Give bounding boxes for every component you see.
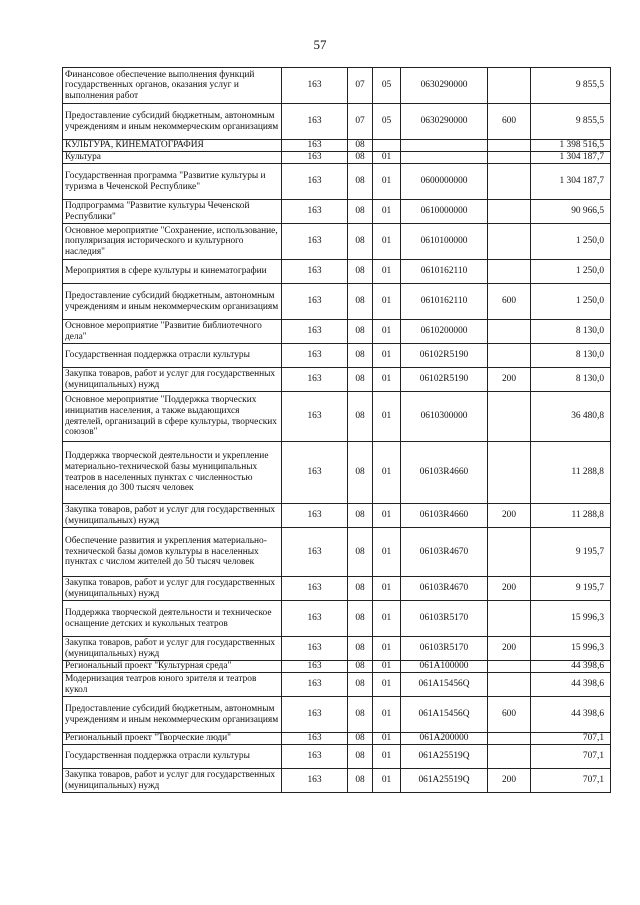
table-row — [63, 344, 611, 368]
row-section: 08 — [348, 697, 373, 733]
row-subsection: 01 — [373, 673, 401, 697]
row-amount: 707,1 — [531, 733, 611, 745]
table-row — [63, 661, 611, 673]
row-target-code: 061A100000 — [401, 661, 488, 673]
table-row — [63, 697, 611, 733]
row-name: Основное мероприятие "Развитие библиотечного дела" — [63, 320, 282, 344]
table-row — [63, 260, 611, 284]
row-admin-code: 163 — [282, 164, 348, 200]
row-subsection: 01 — [373, 152, 401, 164]
row-amount: 15 996,3 — [531, 637, 611, 661]
row-name: Региональный проект "Творческие люди" — [63, 733, 282, 745]
row-target-code: 0610162110 — [401, 284, 488, 320]
table-row — [63, 200, 611, 224]
table-row — [63, 368, 611, 392]
row-amount: 9 855,5 — [531, 68, 611, 104]
row-subsection: 01 — [373, 745, 401, 769]
row-expense-type — [488, 733, 531, 745]
table-row — [63, 224, 611, 260]
row-expense-type — [488, 528, 531, 577]
row-section: 08 — [348, 504, 373, 528]
row-subsection: 01 — [373, 368, 401, 392]
row-expense-type: 200 — [488, 769, 531, 793]
row-amount: 1 304 187,7 — [531, 164, 611, 200]
row-expense-type — [488, 745, 531, 769]
row-target-code: 06103R5170 — [401, 601, 488, 637]
row-name: Предоставление субсидий бюджетным, автономным учреждениям и иным некоммерческим организациям — [63, 697, 282, 733]
row-target-code: 06102R5190 — [401, 344, 488, 368]
row-name: Культура — [63, 152, 282, 164]
row-name: Закупка товаров, работ и услуг для государственных (муниципальных) нужд — [63, 577, 282, 601]
row-subsection: 01 — [373, 284, 401, 320]
row-section: 08 — [348, 661, 373, 673]
row-subsection: 01 — [373, 528, 401, 577]
row-amount: 1 250,0 — [531, 224, 611, 260]
row-amount: 707,1 — [531, 769, 611, 793]
row-section: 08 — [348, 224, 373, 260]
row-expense-type: 600 — [488, 284, 531, 320]
row-target-code: 06102R5190 — [401, 368, 488, 392]
row-target-code — [401, 140, 488, 152]
row-section: 07 — [348, 104, 373, 140]
row-subsection: 01 — [373, 769, 401, 793]
row-section: 08 — [348, 769, 373, 793]
table-row — [63, 164, 611, 200]
row-subsection: 01 — [373, 392, 401, 442]
row-name: Предоставление субсидий бюджетным, автономным учреждениям и иным некоммерческим организациям — [63, 284, 282, 320]
row-target-code: 0600000000 — [401, 164, 488, 200]
row-section: 08 — [348, 164, 373, 200]
row-admin-code: 163 — [282, 504, 348, 528]
row-section: 08 — [348, 368, 373, 392]
row-amount: 44 398,6 — [531, 661, 611, 673]
row-subsection: 01 — [373, 697, 401, 733]
row-admin-code: 163 — [282, 733, 348, 745]
row-name: Основное мероприятие "Поддержка творческих инициатив населения, а также выдающихся деятелей, организаций в сфере культуры, творческих союзов" — [63, 392, 282, 442]
row-expense-type — [488, 164, 531, 200]
row-admin-code: 163 — [282, 140, 348, 152]
row-name: Закупка товаров, работ и услуг для государственных (муниципальных) нужд — [63, 637, 282, 661]
row-expense-type — [488, 152, 531, 164]
table-row — [63, 637, 611, 661]
row-section: 08 — [348, 745, 373, 769]
row-target-code: 06103R5170 — [401, 637, 488, 661]
row-target-code: 061A25519Q — [401, 769, 488, 793]
table-row — [63, 284, 611, 320]
row-section: 08 — [348, 528, 373, 577]
table-row — [63, 769, 611, 793]
budget-table — [62, 67, 611, 793]
page-number: 57 — [313, 37, 327, 52]
row-name: Финансовое обеспечение выполнения функций государственных органов, оказания услуг и выполнения работ — [63, 68, 282, 104]
row-section: 08 — [348, 442, 373, 504]
row-amount: 15 996,3 — [531, 601, 611, 637]
row-section: 08 — [348, 344, 373, 368]
row-expense-type — [488, 320, 531, 344]
row-expense-type — [488, 673, 531, 697]
row-expense-type — [488, 601, 531, 637]
row-admin-code: 163 — [282, 104, 348, 140]
row-target-code: 0610300000 — [401, 392, 488, 442]
row-target-code: 06103R4670 — [401, 577, 488, 601]
row-admin-code: 163 — [282, 661, 348, 673]
row-section: 08 — [348, 284, 373, 320]
row-admin-code: 163 — [282, 528, 348, 577]
row-name: Мероприятия в сфере культуры и кинематографии — [63, 260, 282, 284]
row-amount: 1 250,0 — [531, 260, 611, 284]
table-row — [63, 320, 611, 344]
table-row — [63, 442, 611, 504]
row-amount: 1 304 187,7 — [531, 152, 611, 164]
table-row — [63, 577, 611, 601]
table-row — [63, 733, 611, 745]
row-admin-code: 163 — [282, 392, 348, 442]
row-admin-code: 163 — [282, 637, 348, 661]
row-subsection: 01 — [373, 637, 401, 661]
row-section: 08 — [348, 320, 373, 344]
row-target-code: 0630290000 — [401, 104, 488, 140]
row-expense-type: 200 — [488, 577, 531, 601]
row-subsection: 01 — [373, 260, 401, 284]
row-name: Закупка товаров, работ и услуг для государственных (муниципальных) нужд — [63, 368, 282, 392]
row-name: Государственная поддержка отрасли культуры — [63, 344, 282, 368]
row-amount: 11 288,8 — [531, 504, 611, 528]
row-amount: 1 398 516,5 — [531, 140, 611, 152]
row-name: Обеспечение развития и укрепления материально-технической базы домов культуры в населенных пунктах с числом жителей до 50 тысяч человек — [63, 528, 282, 577]
table-row — [63, 673, 611, 697]
row-target-code: 06103R4670 — [401, 528, 488, 577]
row-amount: 44 398,6 — [531, 673, 611, 697]
row-expense-type: 600 — [488, 697, 531, 733]
row-admin-code: 163 — [282, 224, 348, 260]
row-target-code: 0610162110 — [401, 260, 488, 284]
row-admin-code: 163 — [282, 577, 348, 601]
row-target-code: 061A200000 — [401, 733, 488, 745]
row-amount: 36 480,8 — [531, 392, 611, 442]
row-name: Закупка товаров, работ и услуг для государственных (муниципальных) нужд — [63, 769, 282, 793]
row-expense-type — [488, 442, 531, 504]
table-row — [63, 504, 611, 528]
row-section: 08 — [348, 733, 373, 745]
row-expense-type — [488, 260, 531, 284]
row-admin-code: 163 — [282, 320, 348, 344]
row-subsection: 01 — [373, 200, 401, 224]
row-target-code: 061A15456Q — [401, 697, 488, 733]
row-section: 08 — [348, 392, 373, 442]
row-subsection: 01 — [373, 224, 401, 260]
row-admin-code: 163 — [282, 344, 348, 368]
row-amount: 9 195,7 — [531, 528, 611, 577]
row-name: КУЛЬТУРА, КИНЕМАТОГРАФИЯ — [63, 140, 282, 152]
row-amount: 11 288,8 — [531, 442, 611, 504]
row-expense-type — [488, 224, 531, 260]
row-name: Государственная поддержка отрасли культуры — [63, 745, 282, 769]
table-row — [63, 528, 611, 577]
row-subsection: 01 — [373, 344, 401, 368]
row-admin-code: 163 — [282, 673, 348, 697]
row-section: 07 — [348, 68, 373, 104]
row-name: Поддержка творческой деятельности и укрепление материально-технической базы муниципальных театров в населенных пунктах с численностью населения до 300 тысяч человек — [63, 442, 282, 504]
table-row — [63, 392, 611, 442]
row-admin-code: 163 — [282, 769, 348, 793]
row-target-code: 0610200000 — [401, 320, 488, 344]
row-amount: 1 250,0 — [531, 284, 611, 320]
row-subsection: 05 — [373, 68, 401, 104]
row-target-code: 06103R4660 — [401, 442, 488, 504]
row-admin-code: 163 — [282, 442, 348, 504]
row-subsection: 01 — [373, 601, 401, 637]
row-amount: 9 195,7 — [531, 577, 611, 601]
row-amount: 707,1 — [531, 745, 611, 769]
row-target-code: 06103R4660 — [401, 504, 488, 528]
row-target-code — [401, 152, 488, 164]
row-target-code: 061A15456Q — [401, 673, 488, 697]
row-name: Закупка товаров, работ и услуг для государственных (муниципальных) нужд — [63, 504, 282, 528]
row-expense-type — [488, 68, 531, 104]
table-row — [63, 104, 611, 140]
row-expense-type: 200 — [488, 368, 531, 392]
table-row — [63, 745, 611, 769]
row-admin-code: 163 — [282, 68, 348, 104]
row-target-code: 0610100000 — [401, 224, 488, 260]
row-expense-type: 600 — [488, 104, 531, 140]
row-name: Подпрограмма "Развитие культуры Чеченской Республики" — [63, 200, 282, 224]
row-name: Государственная программа "Развитие культуры и туризма в Чеченской Республике" — [63, 164, 282, 200]
row-expense-type — [488, 344, 531, 368]
row-target-code: 061A25519Q — [401, 745, 488, 769]
row-section: 08 — [348, 673, 373, 697]
row-amount: 8 130,0 — [531, 368, 611, 392]
row-section: 08 — [348, 601, 373, 637]
row-subsection: 01 — [373, 577, 401, 601]
row-amount: 8 130,0 — [531, 344, 611, 368]
row-subsection: 05 — [373, 104, 401, 140]
row-section: 08 — [348, 152, 373, 164]
row-section: 08 — [348, 577, 373, 601]
row-admin-code: 163 — [282, 152, 348, 164]
table-row — [63, 68, 611, 104]
row-section: 08 — [348, 637, 373, 661]
row-admin-code: 163 — [282, 601, 348, 637]
row-subsection: 01 — [373, 442, 401, 504]
row-name: Региональный проект "Культурная среда" — [63, 661, 282, 673]
row-name: Поддержка творческой деятельности и техническое оснащение детских и кукольных театров — [63, 601, 282, 637]
row-expense-type — [488, 140, 531, 152]
row-amount: 8 130,0 — [531, 320, 611, 344]
row-admin-code: 163 — [282, 284, 348, 320]
row-admin-code: 163 — [282, 200, 348, 224]
row-subsection: 01 — [373, 504, 401, 528]
table-row — [63, 152, 611, 164]
row-admin-code: 163 — [282, 368, 348, 392]
row-admin-code: 163 — [282, 745, 348, 769]
row-target-code: 0630290000 — [401, 68, 488, 104]
row-amount: 9 855,5 — [531, 104, 611, 140]
row-expense-type — [488, 392, 531, 442]
row-subsection — [373, 140, 401, 152]
row-section: 08 — [348, 140, 373, 152]
row-subsection: 01 — [373, 320, 401, 344]
row-name: Модернизация театров юного зрителя и театров кукол — [63, 673, 282, 697]
row-amount: 44 398,6 — [531, 697, 611, 733]
row-subsection: 01 — [373, 164, 401, 200]
row-name: Предоставление субсидий бюджетным, автономным учреждениям и иным некоммерческим организациям — [63, 104, 282, 140]
row-expense-type — [488, 200, 531, 224]
row-subsection: 01 — [373, 733, 401, 745]
row-name: Основное мероприятие "Сохранение, использование, популяризация исторического и культурного наследия" — [63, 224, 282, 260]
row-expense-type: 200 — [488, 637, 531, 661]
row-section: 08 — [348, 200, 373, 224]
row-expense-type: 200 — [488, 504, 531, 528]
table-row — [63, 140, 611, 152]
row-subsection: 01 — [373, 661, 401, 673]
table-row — [63, 601, 611, 637]
row-admin-code: 163 — [282, 697, 348, 733]
row-section: 08 — [348, 260, 373, 284]
row-amount: 90 966,5 — [531, 200, 611, 224]
row-expense-type — [488, 661, 531, 673]
row-target-code: 0610000000 — [401, 200, 488, 224]
row-admin-code: 163 — [282, 260, 348, 284]
